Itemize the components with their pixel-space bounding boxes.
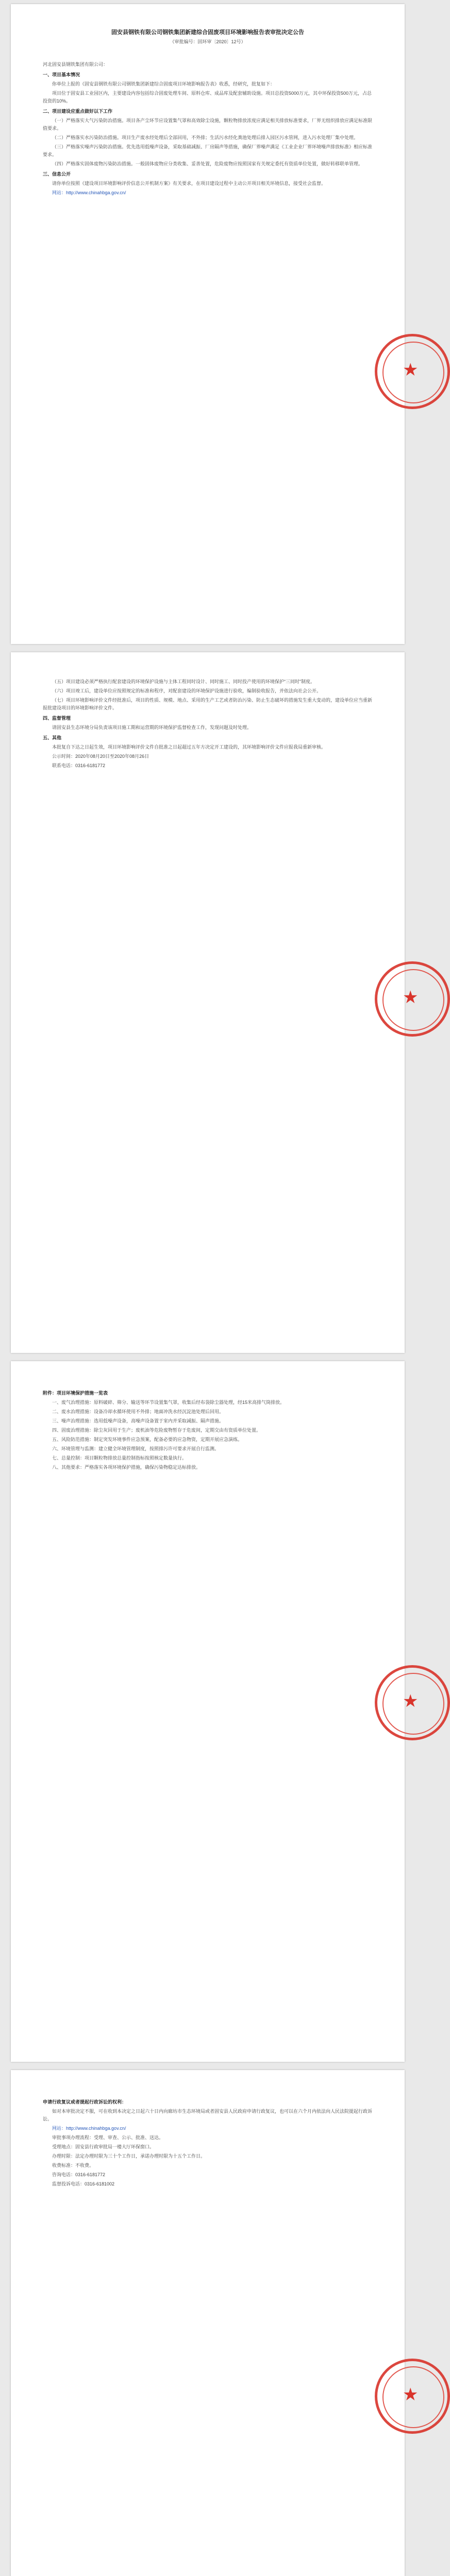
page-3-body — [43, 1387, 373, 1473]
section-heading: 一、项目基本情况 — [43, 72, 80, 77]
page-seal: ★ — [375, 334, 405, 411]
paragraph: 三、噪声治理措施：选用低噪声设备，高噪声设备置于室内并采取减振、隔声措施。 — [52, 1418, 224, 1423]
paragraph: （三）严格落实噪声污染防治措施。优先选用低噪声设备，采取基础减振、厂房隔声等措施，确保厂界噪声满足《工业企业厂界环境噪声排放标准》相应标准要求。 — [43, 144, 373, 157]
paragraph: 一、废气治理措施：原料破碎、筛分、输送等环节设置集气罩，收集后经布袋除尘器处理，经15米高排气筒排放。 — [52, 1400, 285, 1405]
paragraph: 如对本审批决定不服，可在收到本决定之日起六十日内向廊坊市生态环境局或者固安县人民政府申请行政复议，也可以在六个月内依法向人民法院提起行政诉讼。 — [43, 2109, 373, 2122]
paragraph: 请固安县生态环境分局负责该项目施工期和运营期的环境保护监督检查工作，发现问题及时处理。 — [52, 725, 252, 730]
page-1-body — [43, 61, 373, 198]
page-seal: ★ — [375, 961, 405, 1039]
paragraph: 你单位上报的《固安县钢铁有限公司钢铁集团新建综合固废项目环境影响报告表》收悉，经研究，批复如下： — [52, 81, 275, 87]
paragraph: 受理地点：固安县行政审批局一楼大厅环保窗口。 — [52, 2144, 155, 2149]
document-number: （审批编号：固环审〔2020〕12号） — [170, 39, 246, 44]
paragraph: 八、其他要求：严格落实各项环境保护措施，确保污染物稳定达标排放。 — [52, 1465, 201, 1470]
section-heading: 申请行政复议或者提起行政诉讼的权利： — [43, 2099, 127, 2105]
paragraph: （七）项目环境影响评价文件经批准后，项目的性质、规模、地点、采用的生产工艺或者防治污染、防止生态破坏的措施发生重大变动的，建设单位应当重新报批建设项目的环境影响评价文件。 — [43, 698, 373, 710]
paragraph: 项目位于固安县工业园区内，主要建设内容包括综合固废处理车间、原料仓库、成品库及配套辅助设施。项目总投资5000万元，其中环保投资500万元，占总投资的10%。 — [43, 91, 372, 104]
paragraph: 本批复自下达之日起生效，项目环境影响评价文件自批准之日起超过五年方决定开工建设的，其环境影响评价文件应报我局重新审核。 — [52, 744, 326, 750]
paragraph: 咨询电话：0316-6181772 — [52, 2172, 106, 2177]
paragraph: （五）项目建设必须严格执行配套建设的环境保护设施与主体工程同时设计、同时施工、同时投产使用的环境保护“三同时”制度。 — [52, 679, 315, 684]
paragraph: 收费标准：不收费。 — [52, 2163, 94, 2168]
section-heading: 五、其他 — [43, 735, 62, 740]
paragraph: （六）项目竣工后，建设单位应按照规定的标准和程序，对配套建设的环境保护设施进行验收，编制验收报告，并依法向社会公开。 — [52, 688, 322, 693]
paragraph: （一）严格落实大气污染防治措施。项目各产尘环节应设置集气罩和高效除尘设施，颗粒物排放浓度应满足相关排放标准要求，厂界无组织排放应满足标准限值要求。 — [43, 118, 373, 131]
paragraph: 请你单位按照《建设项目环境影响评价信息公开机制方案》有关要求，在项目建设过程中主动公开项目相关环境信息，接受社会监督。 — [52, 181, 326, 186]
paragraph: 联系电话：0316-6181772 — [52, 763, 106, 768]
website-link[interactable]: 网站：http://www.chinahbga.gov.cn/ — [52, 190, 126, 195]
document-page-1 — [11, 4, 419, 644]
paragraph: 河北固安县钢铁集团有限公司： — [43, 62, 108, 67]
document-page-4 — [11, 2070, 419, 2576]
paragraph: 办理时限：法定办理时限为三十个工作日，承诺办理时限为十五个工作日。 — [52, 2154, 206, 2159]
paragraph: 四、固废治理措施：除尘灰回用于生产；废机油等危险废物暂存于危废间，定期交由有资质单位处置。 — [52, 1428, 261, 1433]
paragraph: 二、废水治理措施：设备冷却水循环使用不外排；地面冲洗水经沉淀池处理后回用。 — [52, 1409, 224, 1414]
document-page-3 — [11, 1361, 419, 2062]
paragraph: 六、环境管理与监测：建立健全环境管理制度，按照排污许可要求开展自行监测。 — [52, 1446, 220, 1451]
page-4-body — [43, 2096, 373, 2190]
website-link[interactable]: 网站：http://www.chinahbga.gov.cn/ — [52, 2126, 126, 2131]
page-seal: ★ — [375, 1665, 405, 1742]
paragraph: （四）严格落实固体废物污染防治措施。一般固体废物应分类收集、妥善处置，危险废物应按照国家有关规定委托有资质单位处置，做好转移联单管理。 — [52, 161, 363, 166]
paragraph: 七、总量控制：项目颗粒物排放总量控制指标按照核定数量执行。 — [52, 1455, 187, 1461]
paragraph: 公示时间：2020年08月20日至2020年08月26日 — [52, 754, 149, 759]
paragraph: （二）严格落实水污染防治措施。项目生产废水经处理后全部回用，不外排；生活污水经化粪池处理后排入园区污水管网，进入污水处理厂集中处理。 — [52, 135, 359, 140]
document-title: 固安县钢铁有限公司钢铁集团新建综合固废项目环境影响报告表审批决定公告 — [111, 29, 304, 36]
section-heading: 二、项目建设应重点做好以下工作 — [43, 109, 113, 114]
section-heading: 附件：项目环境保护措施一览表 — [43, 1391, 108, 1396]
paragraph: 五、风险防范措施：制定突发环境事件应急预案，配备必要的应急物资，定期开展应急演练。 — [52, 1437, 243, 1442]
section-heading: 四、监督管理 — [43, 716, 71, 721]
document-page-2 — [11, 652, 419, 1353]
paragraph: 监督投诉电话：0316-6181002 — [52, 2181, 115, 2187]
page-2-body — [43, 678, 373, 771]
section-heading: 三、信息公开 — [43, 172, 71, 177]
page-seal: ★ — [375, 2359, 405, 2436]
paragraph: 审批事项办理流程：受理、审查、公示、批准、送达。 — [52, 2135, 164, 2140]
